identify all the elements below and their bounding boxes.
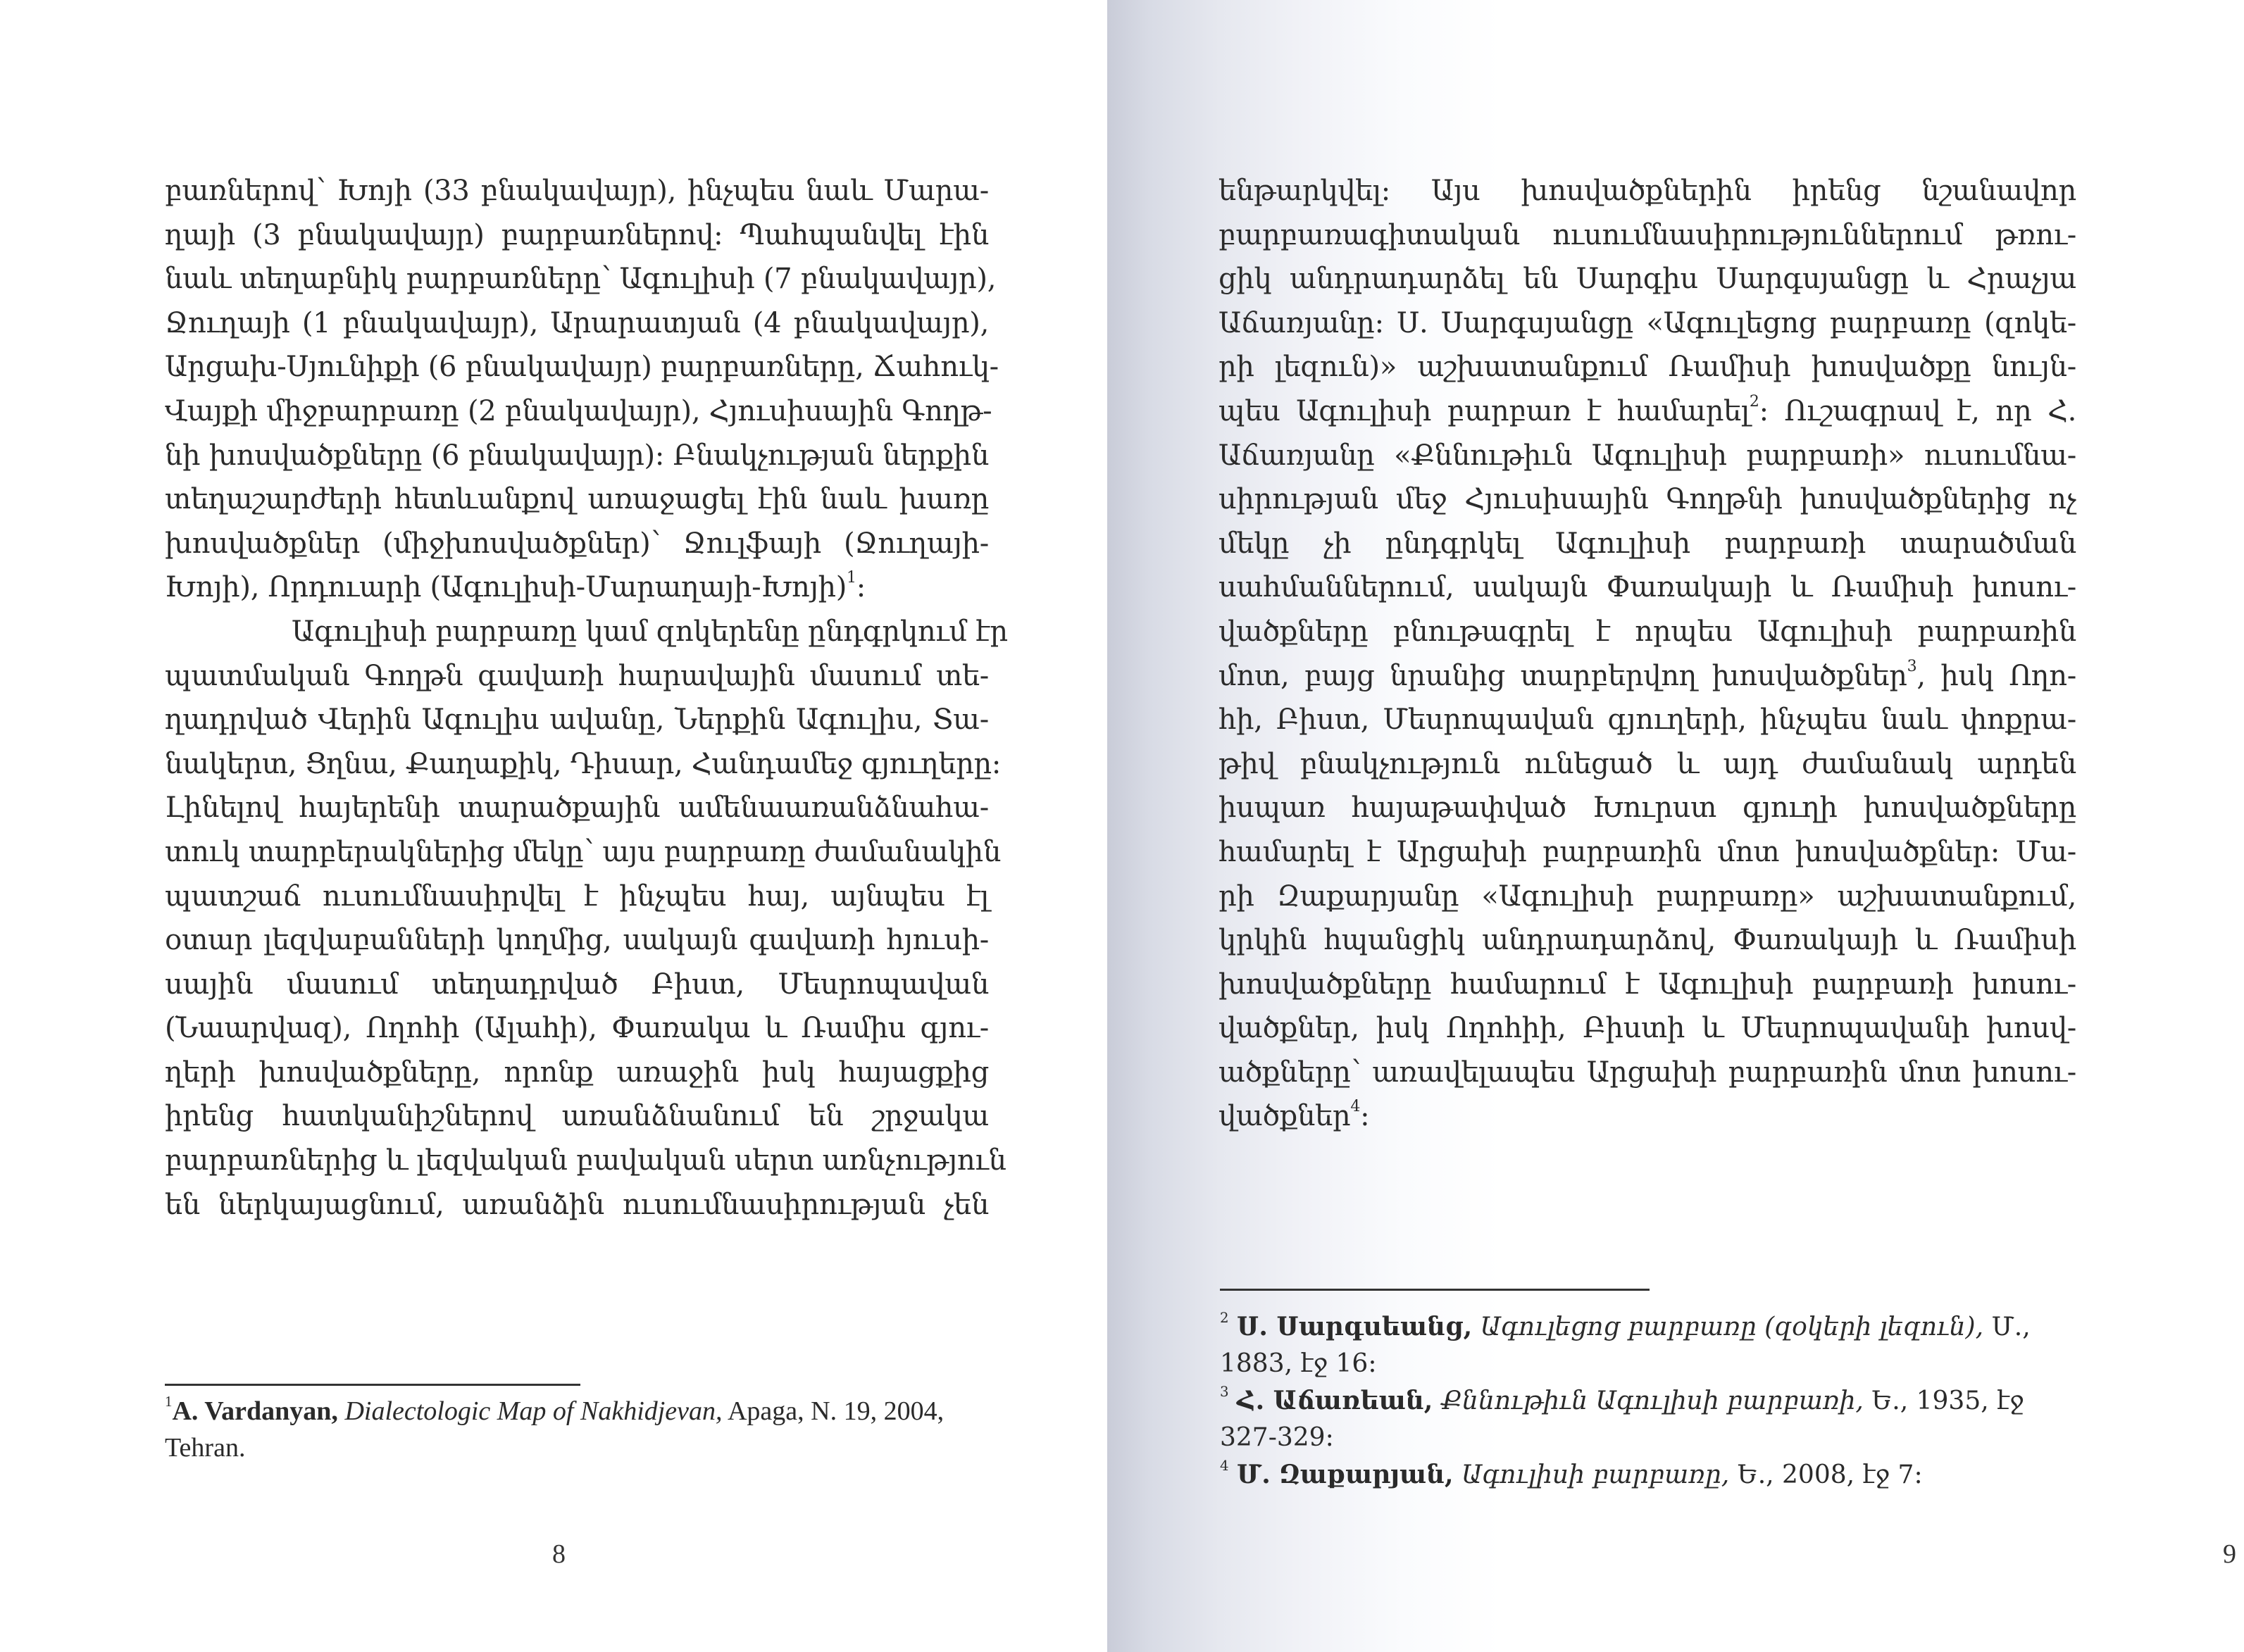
footnote-number: 3	[1220, 1384, 1229, 1401]
text-line: նակերտ, Ցղնա, Քաղաքիկ, Դիսար, Հանդամեջ գյուղերը:	[165, 747, 1002, 780]
footnotes	[1220, 1308, 2079, 1494]
text-line: վածքներ, իսկ Ողոհիի, Բիստի և Մեսրոպավանի խոսվ-	[1218, 1012, 2076, 1045]
text-line: նի խոսվածքները (6 բնակավայր): Բնակչության ներքին	[165, 439, 989, 472]
text-line-tail: : Ուշագրավ է, որ Հ.	[1759, 394, 2076, 427]
text-line	[1218, 1094, 2076, 1139]
footnote-details: Ե., 1935, էջ 327-329:	[1220, 1387, 2024, 1452]
text-line: ենթարկվել: Այս խոսվածքներին իրենց նշանավոր	[1218, 175, 2076, 207]
text-line-tail: , իսկ Ողո-	[1916, 659, 2076, 692]
footnote-author: A. Vardanyan,	[172, 1396, 338, 1426]
text-line: ղայի (3 բնակավայր) բարբառներով: Պահպանվել էին	[165, 218, 989, 251]
text-line: իրենց հատկանիշներով առանձնանում են շրջակա	[165, 1100, 989, 1133]
text-line: բառներով՝ Խոյի (33 բնակավայր), ինչպես նաև Մարա-	[165, 175, 989, 207]
text-line	[165, 565, 989, 610]
text-line: սիրության մեջ Հյուսիսային Գողթնի խոսվածքներից ոչ	[1218, 483, 2076, 516]
text-line: սահմաններում, սակայն Փառակայի և Ռամիսի խոսու-	[1218, 571, 2076, 604]
text-line: ածքները՝ առավելապես Արցախի բարբառին մոտ խոսու-	[1218, 1056, 2076, 1089]
footnotes	[165, 1393, 968, 1466]
text-line: ղադրված Վերին Ագուլիս ավանը, Ներքին Ագուլիս, Տա-	[165, 703, 989, 737]
text-line: բարբառագիտական ուսումնասիրություններում թռու-	[1218, 218, 2076, 251]
text-line: խոսվածքները համարում է Ագուլիսի բարբառի խոսու-	[1218, 968, 2076, 1001]
footnote-author: Մ. Զաքարյան,	[1237, 1460, 1454, 1489]
footnote-title: Dialectologic Map of Nakhidjevan,	[344, 1396, 723, 1426]
text-line: բարբառներից և լեզվական բավական սերտ առնչություն	[165, 1144, 1006, 1177]
footnote-divider	[1220, 1289, 1650, 1291]
text-line: Վայքի միջբարբառը (2 բնակավայր), Հյուսիսային Գողթ-	[165, 394, 992, 427]
text-line: (Նաարվազ), Ողոհի (Ալաhի), Փառակա և Ռամիս գյու-	[165, 1012, 989, 1045]
footnote-title: Ագուլիսի բարբառը,	[1461, 1460, 1730, 1489]
footnote-author: Ս. Սարգսեանց,	[1237, 1312, 1473, 1341]
text-line	[1218, 654, 2076, 699]
footnote-details: Apaga, N. 19, 2004, Tehran.	[165, 1396, 945, 1463]
punctuation: :	[1360, 1100, 1370, 1133]
footnote-ref[interactable]: 4	[1350, 1098, 1361, 1116]
footnote-details: Մ., 1883, էջ 16:	[1220, 1313, 2031, 1378]
text-line: սային մասում տեղադրված Բիստ, Մեսրոպավան	[165, 968, 989, 1001]
footnote-author: Հ. Աճառեան,	[1237, 1386, 1433, 1415]
text-line: են ներկայացնում, առանձին ուսումնասիրության չեն	[165, 1188, 989, 1221]
page-number: 8	[552, 1539, 566, 1569]
text-line: մեկը չի ընդգրկել Ագուլիսի բարբառի տարածման	[1218, 527, 2076, 560]
footnote-details: Ե., 2008, էջ 7:	[1729, 1460, 1923, 1489]
text-line: Աճառյանը: Ս. Սարգսյանցը «Ագուլեցոց բարբառը (զոկե-	[1218, 306, 2076, 339]
text-line: նաև տեղաբնիկ բարբառները՝ Ագուլիսի (7 բնակավայր),	[165, 263, 997, 296]
body-text	[165, 169, 1008, 1227]
punctuation: :	[856, 571, 866, 604]
text-line: Լինելով հայերենի տարածքային ամենաառանձնահա-	[165, 791, 989, 825]
text-line: պատշաճ ուսումնասիրվել է ինչպես հայ, այնպես էլ	[165, 880, 989, 913]
text-line: տեղաշարժերի հետևանքով առաջացել էին նաև խառը	[165, 483, 989, 516]
footnote-title: Ագուլեցոց բարբառը (զօկերի լեզուն),	[1480, 1313, 1984, 1341]
footnote-title: Քննութիւն Ագուլիսի բարբառի,	[1440, 1387, 1864, 1415]
text-line: իսպառ հայաթափված Խուրստ գյուղի խոսվածքները	[1218, 791, 2076, 825]
text-line: Ջուղայի (1 բնակավայր), Արարատյան (4 բնակավայր),	[165, 306, 989, 339]
text-line-content: մոտ, բայց նրանից տարբերվող խոսվածքներ	[1218, 659, 1907, 692]
text-line: րի լեզուն)» աշխատանքում Ռամիսի խոսվածքը նույն-	[1218, 351, 2076, 384]
text-line: րի Զաքարյանը «Ագուլիսի բարբառը» աշխատանքում,	[1218, 880, 2076, 913]
footnote	[1220, 1456, 2079, 1494]
footnote	[1220, 1308, 2079, 1382]
footnote	[1220, 1382, 2079, 1456]
page-number: 9	[2223, 1539, 2236, 1569]
text-line-content: Խոյի), Որդուարի (Ագուլիսի-Մարաղայի-Խոյի)	[165, 571, 847, 604]
text-line: պատմական Գողթն գավառի հարավային մասում տե-	[165, 659, 989, 692]
text-line-content: պես Ագուլիսի բարբառ է համարել	[1218, 394, 1750, 427]
footnote-divider	[165, 1384, 580, 1386]
footnote-ref[interactable]: 2	[1749, 393, 1759, 411]
left-page	[0, 0, 1107, 1652]
text-line: Աճառյանը «Քննութիւն Ագուլիսի բարբառի» ուսումնա-	[1218, 439, 2076, 472]
text-line: համարել է Արցախի բարբառին մոտ խոսվածքներ: Մա-	[1218, 835, 2076, 868]
text-line: կրկին հպանցիկ անդրադարձով, Փառակայի և Ռամիսի	[1218, 924, 2076, 957]
footnote-number: 1	[165, 1393, 173, 1410]
text-line: հի, Բիստ, Մեսրոպավան գյուղերի, ինչպես նաև փոքրա-	[1218, 703, 2076, 737]
footnote	[165, 1393, 968, 1466]
text-line: թիվ բնակչություն ունեցած և այդ ժամանակ արդեն	[1218, 747, 2076, 780]
paragraph-start-line: Ագուլիսի բարբառը կամ զոկերենը ընդգրկում էր	[292, 615, 1008, 648]
text-line-content: վածքներ	[1218, 1100, 1351, 1133]
text-line: օտար լեզվաբանների կողմից, սակայն գավառի հյուսի-	[165, 924, 989, 957]
right-page	[1107, 0, 2244, 1652]
footnote-number: 2	[1220, 1310, 1229, 1327]
footnote-ref[interactable]: 3	[1907, 657, 1917, 675]
footnote-number: 4	[1220, 1458, 1229, 1475]
text-line: Արցախ-Սյունիքի (6 բնակավայր) բարբառները, Ճահուկ-	[165, 351, 999, 384]
text-line: խոսվածքներ (միջխոսվածքներ)՝ Ջուլֆայի (Ջուղայի-	[165, 527, 989, 560]
text-line: վածքները բնութագրել է որպես Ագուլիսի բարբառին	[1218, 615, 2076, 648]
text-line: ցիկ անդրադարձել են Սարգիս Սարգսյանցը և Հրաչյա	[1218, 263, 2076, 296]
text-line: տուկ տարբերակներից մեկը՝ այս բարբառը ժամանակին	[165, 835, 1002, 868]
footnote-ref[interactable]: 1	[847, 569, 856, 587]
text-line: ղերի խոսվածքները, որոնք առաջին իսկ հայացքից	[165, 1056, 989, 1089]
body-text	[1218, 169, 2076, 1139]
text-line	[1218, 389, 2076, 434]
